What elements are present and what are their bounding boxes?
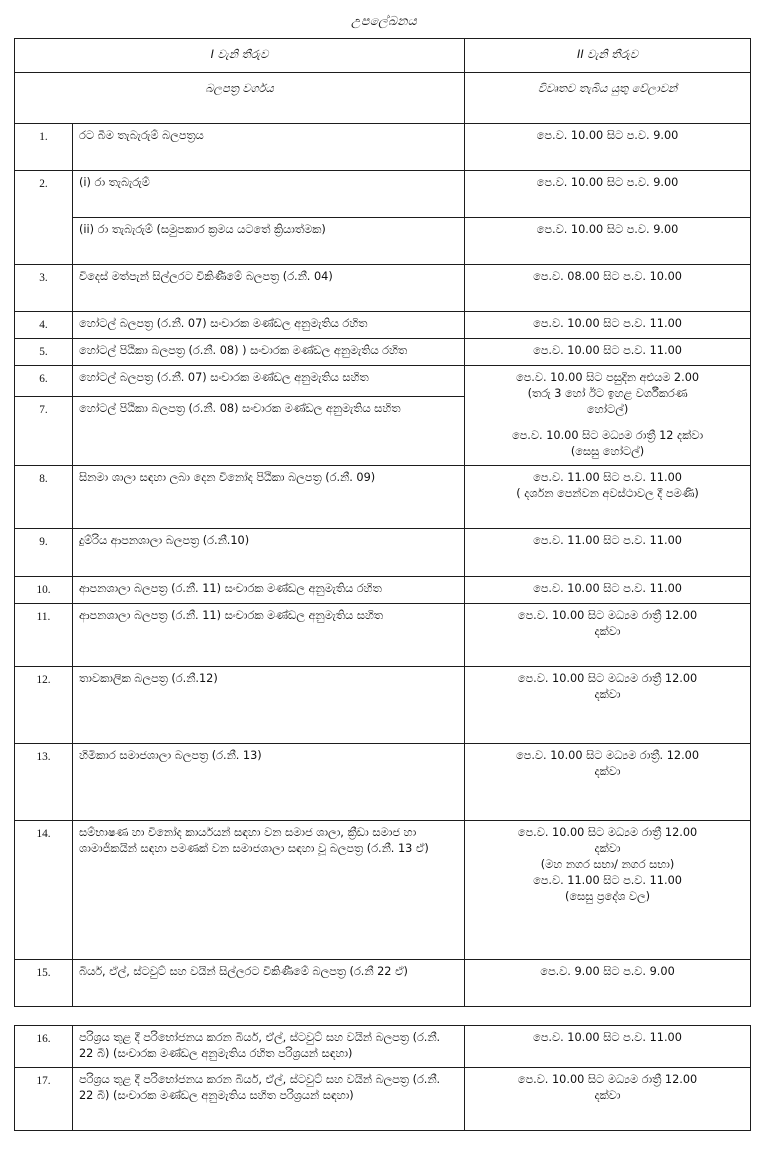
desc-line: (ර.නී. 09)	[325, 471, 376, 485]
desc-line: බියර්, ඒල්, ස්ටවුට් සහ වයින් සිල්ලරට විකිණීමේ	[79, 964, 309, 978]
row-description	[73, 1025, 465, 1067]
table-row	[15, 312, 751, 339]
row-hours	[465, 529, 751, 576]
desc-line: ආපනශාලා බලපත්‍ර (ර.නී. 11) සංචාරක මණ්ඩල	[79, 608, 305, 622]
row-hours	[465, 576, 751, 603]
row-hours	[465, 312, 751, 339]
desc-line: හෝටල් බලපත්‍ර (ර.නී. 07) සංචාරක මණ්ඩල අනුමැතිය	[79, 371, 339, 385]
row-hours	[465, 366, 751, 466]
row-description	[73, 666, 465, 743]
hours-line: පෙ.ව. 10.00 සිට මධ්‍යම රාත්‍රී 12 දක්වා	[511, 429, 704, 443]
table-row	[15, 743, 751, 820]
row-number: 10.	[15, 576, 73, 603]
desc-line: ක්‍රීඩා සමාජ හා ශාමාජිකයින් සඳහා පමණක් වන	[79, 825, 417, 855]
desc-line: අනුමැතිය රහිත පරිශ්‍රයන් සඳහා)	[201, 1046, 353, 1060]
hours-line: දක්වා	[594, 764, 621, 778]
row-number: 13.	[15, 743, 73, 820]
table-row	[15, 529, 751, 576]
table-row	[15, 959, 751, 1006]
hours-line: දක්වා	[594, 624, 621, 638]
desc-line: සිනමා ශාලා සඳහා ලබා දෙන විනෝද පිඨිකා බලපත්‍ර	[79, 471, 322, 485]
table-header-row-titles	[15, 39, 751, 73]
hours-line: පෙ.ව. 10.00 සිට මධ්‍යම රාත්‍රී 12.00	[517, 608, 698, 622]
row-hours	[465, 743, 751, 820]
table-row	[15, 603, 751, 666]
row-description	[73, 1067, 465, 1130]
row-number: 2.	[15, 171, 73, 265]
hours-line: පෙ.ව. 10.00 සිට මධ්‍යම රාත්‍රී. 12.00	[515, 748, 700, 762]
hours-line: පෙ.ව. 10.00 සිට ප.ව. 11.00	[533, 317, 682, 331]
column-1-subtitle: බලපත්‍ර වර්ගය	[15, 73, 465, 124]
desc-line: අනුමැතිය සහිත පරිශ්‍රයන් සඳහා)	[201, 1089, 354, 1102]
hours-line: දක්වා	[594, 687, 621, 701]
table-section-gap	[14, 1007, 754, 1025]
row-number: 16.	[15, 1025, 73, 1067]
desc-line: අනුමැතිය රහිත	[308, 581, 382, 595]
desc-line: සහ වයින් බලපත්‍ර (ර.නී. 22 බී) (සංචාරක මණ්ඩල	[79, 1072, 441, 1102]
row-hours	[465, 820, 751, 959]
row-hours	[465, 265, 751, 312]
hours-line: පෙ.ව. 10.00 සිට මධ්‍යම රාත්‍රී 12.00	[517, 825, 698, 839]
table-row	[15, 576, 751, 603]
desc-line: සමාජශාලා සඳහා වූ බලපත්‍ර (ර.නී. 13 ඒ)	[232, 841, 429, 855]
hours-line: පෙ.ව. 10.00 සිට පසුදින අළුයම 2.00	[515, 371, 700, 385]
row-hours	[465, 466, 751, 529]
hours-line: (තරු 3 හෝ ඊට ඉහළ වර්ගීකරණ	[527, 387, 688, 401]
hours-line: පෙ.ව. 11.00 සිට ප.ව. 11.00	[533, 873, 682, 887]
row-description	[73, 124, 465, 171]
row-number: 11.	[15, 603, 73, 666]
table-row	[15, 466, 751, 529]
desc-line: (ii) රා තැබැරුම් (සමුපකාර ක්‍රමය යටතේ ක්‍රියාත්මක)	[79, 223, 326, 237]
row-number: 14.	[15, 820, 73, 959]
hours-line: දක්වා	[594, 841, 621, 855]
row-number: 7.	[15, 396, 73, 465]
row-number: 6.	[15, 366, 73, 397]
row-number: 4.	[15, 312, 73, 339]
desc-line: බලපත්‍ර (ර.නී 22 ඒ)	[312, 964, 408, 978]
hours-line: පෙ.ව. 10.00 සිට ප.ව. 9.00	[536, 176, 679, 190]
hours-line: පෙ.ව. 11.00 සිට ප.ව. 11.00	[533, 534, 682, 548]
row-number: 12.	[15, 666, 73, 743]
hours-line: පෙ.ව. 10.00 සිට ප.ව. 11.00	[533, 344, 682, 358]
desc-line: තාවකාලික බලපත්‍ර (ර.නී.12)	[79, 671, 218, 685]
row-description	[73, 576, 465, 603]
desc-line: (i) රා තැබැරුම්	[79, 176, 150, 190]
desc-line: දුම්රිය ආපනශාලා බලපත්‍ර (ර.නී.10)	[79, 534, 250, 548]
hours-line: පෙ.ව. 10.00 සිට මධ්‍යම රාත්‍රී 12.00	[517, 671, 698, 685]
hours-line: පෙ.ව. 10.00 සිට ප.ව. 11.00	[533, 581, 682, 595]
row-description	[73, 529, 465, 576]
row-description	[73, 396, 465, 465]
hours-line: පෙ.ව. 9.00 සිට ප.ව. 9.00	[540, 964, 675, 978]
hours-line: පෙ.ව. 08.00 සිට ප.ව. 10.00	[533, 270, 682, 284]
hours-line: පෙ.ව. 10.00 සිට ප.ව. 9.00	[536, 223, 679, 237]
desc-line: පරිශ්‍රය තුළ දී පරිභෝජනය කරන බියර්, ඒල්, ස්ටවුට්	[79, 1030, 323, 1044]
row-hours	[465, 959, 751, 1006]
hours-line: පෙ.ව. 11.00 සිට ප.ව. 11.00	[533, 471, 682, 485]
desc-line: පරිශ්‍රය තුළ දී පරිභෝජනය කරන බියර්, ඒල්, ස්ටවුට්	[79, 1072, 323, 1086]
hours-line: දක්වා	[594, 1089, 621, 1102]
row-description	[73, 218, 465, 265]
desc-line: අනුමැතිය සහිත	[325, 401, 401, 415]
desc-line: හිමිකාර සමාජශාලා බලපත්‍ර (ර.නී. 13)	[79, 748, 262, 762]
row-number: 8.	[15, 466, 73, 529]
page-title: උපලේඛනය	[351, 13, 417, 28]
schedule-table-continued	[14, 1025, 751, 1131]
row-hours	[465, 171, 751, 218]
column-1-title: I වැනි තීරුව	[15, 39, 465, 73]
column-2-subtitle: විවෘතව තැබිය යුතු වේලාවන්	[465, 73, 751, 124]
table-row	[15, 820, 751, 959]
hours-line: (මහ නගර සභා/ නගර සභා)	[540, 857, 675, 871]
row-description	[73, 466, 465, 529]
row-hours	[465, 603, 751, 666]
hours-line: හෝටල්)	[586, 403, 629, 417]
table-row	[15, 666, 751, 743]
desc-line: රහිත	[342, 317, 368, 331]
desc-line: සහ වයින් බලපත්‍ර (ර.නී. 22 බී) (සංචාරක මණ්ඩල	[79, 1030, 441, 1060]
row-hours	[465, 1025, 751, 1067]
desc-line: සම්භාෂණ හා විනෝද කාර්යයන් සඳහා වන සමාජ ශාලා,	[79, 825, 344, 839]
table-row	[15, 124, 751, 171]
desc-line: අනුමැතිය සහිත	[308, 608, 383, 622]
table-row	[15, 1067, 751, 1130]
row-description	[73, 265, 465, 312]
hours-line: (සෙසු ප්‍රදේශ වල)	[564, 889, 651, 903]
table-header-row-subtitles	[15, 73, 751, 124]
row-description	[73, 820, 465, 959]
row-description	[73, 603, 465, 666]
row-hours	[465, 124, 751, 171]
table-row	[15, 1025, 751, 1067]
column-2-title: II වැනි තීරුව	[465, 39, 751, 73]
row-description	[73, 171, 465, 218]
row-number: 1.	[15, 124, 73, 171]
hours-line: (සෙසු හෝටල්)	[570, 445, 645, 459]
row-description	[73, 339, 465, 366]
row-hours	[465, 666, 751, 743]
desc-line: හෝටල් පිඨිකා බලපත්‍ර (ර.නී. 08) සංචාරක මණ්ඩල	[79, 401, 323, 415]
table-row	[15, 171, 751, 218]
row-description	[73, 743, 465, 820]
desc-line: අනුමැතිය රහිත	[333, 344, 408, 358]
hours-line: පෙ.ව. 10.00 සිට ප.ව. 11.00	[533, 1030, 682, 1044]
desc-line: හෝටල් පිඨිකා බලපත්‍ර (ර.නී. 08) ) සංචාරක මණ්ඩල	[79, 344, 331, 358]
desc-line: විදෙස් මත්පැන් සිල්ලරට විකිණීමේ බලපත්‍ර (ර.නී. 04)	[79, 270, 333, 284]
row-hours	[465, 1067, 751, 1130]
hours-line: පෙ.ව. 10.00 සිට මධ්‍යම රාත්‍රී 12.00	[517, 1072, 698, 1086]
hours-line: ( දර්ශන පෙන්වන අවස්ථාවල දී පමණි)	[516, 487, 699, 501]
table-row	[15, 218, 751, 265]
table-row	[15, 339, 751, 366]
row-hours	[465, 339, 751, 366]
row-description	[73, 312, 465, 339]
row-number: 3.	[15, 265, 73, 312]
row-description	[73, 959, 465, 1006]
desc-line: රට බීම තැබැරුම් බලපත්‍රය	[79, 129, 204, 143]
desc-line: ආපනශාලා බලපත්‍ර (ර.නී. 11) සංචාරක මණ්ඩල	[79, 581, 305, 595]
schedule-table-main	[14, 38, 751, 1007]
row-description	[73, 366, 465, 397]
row-number: 5.	[15, 339, 73, 366]
table-row	[15, 366, 751, 397]
table-row	[15, 265, 751, 312]
desc-line: හෝටල් බලපත්‍ර (ර.නී. 07) සංචාරක මණ්ඩල අනුමැතිය	[79, 317, 339, 331]
row-hours	[465, 218, 751, 265]
row-number: 17.	[15, 1067, 73, 1130]
hours-line: පෙ.ව. 10.00 සිට ප.ව. 9.00	[536, 129, 679, 143]
row-number: 9.	[15, 529, 73, 576]
row-number: 15.	[15, 959, 73, 1006]
desc-line: සහිත	[342, 371, 369, 385]
